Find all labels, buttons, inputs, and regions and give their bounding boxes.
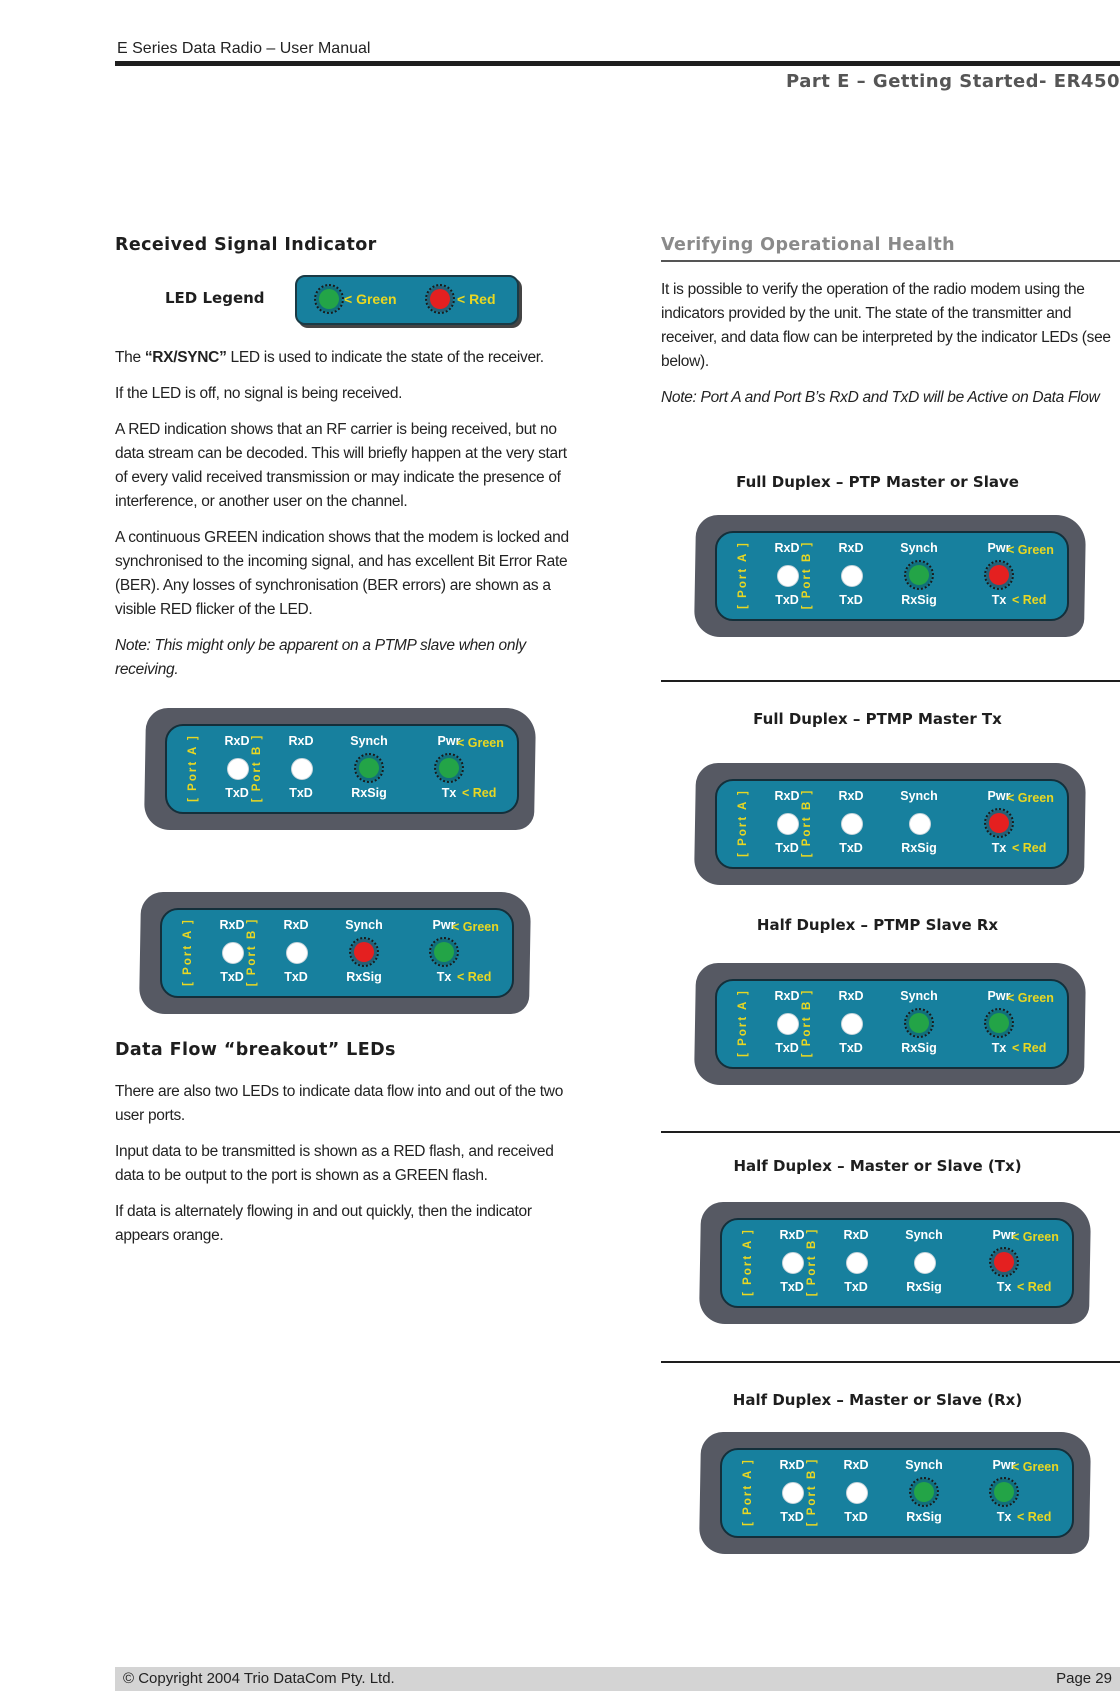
rx-sync-text-pre: The <box>115 349 145 366</box>
port-a-top-label: RxD <box>774 789 800 803</box>
green-legend: < Green <box>457 736 504 750</box>
led-legend-box <box>295 275 519 325</box>
synch-bottom-label: RxSig <box>906 1510 942 1524</box>
port-b-text: [ Port B ] <box>801 540 813 610</box>
port-a-top-label: RxD <box>774 541 800 555</box>
pwr-top-label: Pwr <box>437 734 461 748</box>
port-b-top-label: RxD <box>288 734 314 748</box>
led-panel-left-2 <box>140 892 530 1014</box>
divider-2 <box>661 1131 1120 1133</box>
synch-led-icon <box>354 942 374 962</box>
port-b-bottom-label: TxD <box>289 786 313 800</box>
port-a-text: [ Port A ] <box>737 541 749 609</box>
port-a-text: [ Port A ] <box>187 734 199 802</box>
panel-face <box>720 1448 1074 1538</box>
port-a-label <box>185 734 201 802</box>
port-b-text: [ Port B ] <box>251 733 263 803</box>
pwr-bottom-label: Tx <box>436 970 452 984</box>
paragraph-red-indication: A RED indication shows that an RF carrier is being received, but no data stream can be decoded. This will briefly happen at the very start of every valid received transmission or may indicate the presence of interference, or another user on the channel. <box>115 421 567 510</box>
port-a-bottom-label: TxD <box>775 593 799 607</box>
page-number: Page 29 <box>1056 1670 1112 1687</box>
pwr-top-label: Pwr <box>987 989 1011 1003</box>
port-a-led-icon <box>222 942 244 964</box>
divider-3 <box>661 1361 1120 1363</box>
rx-sync-term: “RX/SYNC” <box>144 349 227 366</box>
port-b-led-icon <box>846 1252 868 1274</box>
synch-led-icon <box>909 565 929 585</box>
port-a-label <box>735 989 751 1057</box>
port-b-text: [ Port B ] <box>806 1227 818 1297</box>
port-b-text: [ Port B ] <box>806 1457 818 1527</box>
synch-bottom-label: RxSig <box>901 841 937 855</box>
pwr-led-icon <box>989 565 1009 585</box>
synch-led-icon <box>914 1482 934 1502</box>
paragraph-green-indication: A continuous GREEN indication shows that the modem is locked and synchronised to the incoming signal, and has excellent Bit Error Rate (BER). Any losses of synchronisation (BER errors) are shown as a visible RED flicker of the LED. <box>115 529 569 618</box>
pwr-top-label: Pwr <box>432 918 456 932</box>
note-ptmp-slave: Note: This might only be apparent on a PTMP slave when only receiving. <box>115 637 526 678</box>
red-legend: < Red <box>1017 1510 1052 1524</box>
panel-face <box>720 1218 1074 1308</box>
caption-half-duplex-tx: Half Duplex – Master or Slave (Tx) <box>733 1157 1022 1175</box>
port-b-bottom-label: TxD <box>844 1280 868 1294</box>
red-legend: < Red <box>462 786 497 800</box>
pwr-led-icon <box>994 1482 1014 1502</box>
synch-bottom-label: RxSig <box>901 1041 937 1055</box>
pwr-top-label: Pwr <box>987 541 1011 555</box>
divider-1 <box>661 680 1120 682</box>
pwr-top-label: Pwr <box>992 1458 1016 1472</box>
pwr-top-label: Pwr <box>992 1228 1016 1242</box>
red-legend: < Red <box>1017 1280 1052 1294</box>
port-a-label <box>735 541 751 609</box>
section-title-received-signal: Received Signal Indicator <box>115 235 377 255</box>
port-b-bottom-label: TxD <box>839 593 863 607</box>
paragraph-rx-sync <box>115 346 580 370</box>
led-legend-label: LED Legend <box>165 289 265 307</box>
port-b-top-label: RxD <box>838 989 864 1003</box>
panel-face <box>715 979 1069 1069</box>
port-b-led-icon <box>286 942 308 964</box>
port-b-led-icon <box>841 565 863 587</box>
led-panel-right-2 <box>695 763 1085 885</box>
green-legend: < Green <box>1007 991 1054 1005</box>
synch-bottom-label: RxSig <box>346 970 382 984</box>
port-b-led-icon <box>846 1482 868 1504</box>
port-a-led-icon <box>777 813 799 835</box>
pwr-led-icon <box>989 813 1009 833</box>
led-panel-right-3 <box>695 963 1085 1085</box>
caption-full-duplex-ptp: Full Duplex – PTP Master or Slave <box>736 473 1019 491</box>
legend-red-label: < Red <box>457 291 496 307</box>
port-a-text: [ Port A ] <box>742 1228 754 1296</box>
port-a-bottom-label: TxD <box>775 841 799 855</box>
synch-top-label: Synch <box>345 918 383 932</box>
section-title-data-flow: Data Flow “breakout” LEDs <box>115 1040 396 1060</box>
pwr-bottom-label: Tx <box>991 1041 1007 1055</box>
port-a-top-label: RxD <box>779 1458 805 1472</box>
port-b-text: [ Port B ] <box>801 788 813 858</box>
caption-half-duplex-rx: Half Duplex – Master or Slave (Rx) <box>732 1391 1023 1409</box>
panel-face <box>165 724 519 814</box>
port-a-led-icon <box>782 1482 804 1504</box>
red-legend: < Red <box>1012 1041 1047 1055</box>
port-a-top-label: RxD <box>219 918 245 932</box>
synch-led-icon <box>909 813 931 835</box>
green-legend: < Green <box>1007 791 1054 805</box>
port-a-bottom-label: TxD <box>780 1510 804 1524</box>
port-b-text: [ Port B ] <box>246 917 258 987</box>
paragraph-verify: It is possible to verify the operation of the radio modem using the indicators provided by the unit. The state of the transmitter and receiver, and data flow can be interpreted by the indicator LEDs (see below). <box>661 281 1111 370</box>
port-b-bottom-label: TxD <box>839 1041 863 1055</box>
port-b-top-label: RxD <box>838 541 864 555</box>
synch-bottom-label: RxSig <box>906 1280 942 1294</box>
pwr-bottom-label: Tx <box>991 841 1007 855</box>
synch-led-icon <box>914 1252 936 1274</box>
page-footer <box>115 1667 1120 1691</box>
note-port-activity: Note: Port A and Port B’s RxD and TxD will be Active on Data Flow <box>661 389 1100 406</box>
synch-bottom-label: RxSig <box>351 786 387 800</box>
paragraph-orange: If data is alternately flowing in and out quickly, then the indicator appears orange. <box>115 1203 532 1244</box>
port-a-top-label: RxD <box>774 989 800 1003</box>
port-a-bottom-label: TxD <box>780 1280 804 1294</box>
rx-sync-text-post: LED is used to indicate the state of the receiver. <box>226 349 544 366</box>
synch-led-icon <box>359 758 379 778</box>
section-underline <box>661 260 1120 262</box>
copyright-text: © Copyright 2004 Trio DataCom Pty. Ltd. <box>123 1670 395 1687</box>
port-b-led-icon <box>841 1013 863 1035</box>
pwr-led-icon <box>439 758 459 778</box>
paragraph-no-signal: If the LED is off, no signal is being received. <box>115 385 403 402</box>
pwr-bottom-label: Tx <box>991 593 1007 607</box>
pwr-bottom-label: Tx <box>996 1280 1012 1294</box>
port-b-bottom-label: TxD <box>844 1510 868 1524</box>
port-a-led-icon <box>777 565 799 587</box>
caption-half-duplex-ptmp-slave: Half Duplex – PTMP Slave Rx <box>756 916 999 934</box>
red-legend: < Red <box>1012 841 1047 855</box>
pwr-top-label: Pwr <box>987 789 1011 803</box>
port-b-bottom-label: TxD <box>839 841 863 855</box>
pwr-led-icon <box>989 1013 1009 1033</box>
port-b-top-label: RxD <box>843 1458 869 1472</box>
port-a-text: [ Port A ] <box>737 789 749 857</box>
part-title: Part E – Getting Started- ER450 <box>785 71 1120 92</box>
port-a-label <box>740 1228 756 1296</box>
pwr-bottom-label: Tx <box>441 786 457 800</box>
led-panel-right-5 <box>700 1432 1090 1554</box>
port-a-label <box>180 918 196 986</box>
port-a-label <box>740 1458 756 1526</box>
port-a-led-icon <box>777 1013 799 1035</box>
port-a-bottom-label: TxD <box>775 1041 799 1055</box>
caption-full-duplex-ptmp: Full Duplex – PTMP Master Tx <box>753 710 1002 728</box>
port-b-led-icon <box>841 813 863 835</box>
led-panel-right-4 <box>700 1202 1090 1324</box>
synch-top-label: Synch <box>905 1458 943 1472</box>
synch-led-icon <box>909 1013 929 1033</box>
legend-green-led-icon <box>319 289 339 309</box>
port-a-top-label: RxD <box>779 1228 805 1242</box>
panel-face <box>715 779 1069 869</box>
port-b-top-label: RxD <box>843 1228 869 1242</box>
port-a-led-icon <box>782 1252 804 1274</box>
synch-top-label: Synch <box>350 734 388 748</box>
port-a-bottom-label: TxD <box>220 970 244 984</box>
port-b-top-label: RxD <box>283 918 309 932</box>
header-rule <box>115 61 1120 66</box>
red-legend: < Red <box>1012 593 1047 607</box>
document-title: E Series Data Radio – User Manual <box>117 40 371 57</box>
synch-top-label: Synch <box>905 1228 943 1242</box>
panel-face <box>160 908 514 998</box>
green-legend: < Green <box>452 920 499 934</box>
paragraph-flash-colors: Input data to be transmitted is shown as a RED flash, and received data to be output to the port is shown as a GREEN flash. <box>115 1143 554 1184</box>
panel-face <box>715 531 1069 621</box>
green-legend: < Green <box>1007 543 1054 557</box>
paragraph-data-flow-leds: There are also two LEDs to indicate data flow into and out of the two user ports. <box>115 1083 564 1124</box>
port-b-led-icon <box>291 758 313 780</box>
legend-green-label: < Green <box>344 291 397 307</box>
port-b-text: [ Port B ] <box>801 988 813 1058</box>
pwr-bottom-label: Tx <box>996 1510 1012 1524</box>
port-a-text: [ Port A ] <box>737 989 749 1057</box>
led-panel-right-1 <box>695 515 1085 637</box>
synch-top-label: Synch <box>900 789 938 803</box>
legend-red-led-icon <box>430 289 450 309</box>
port-a-text: [ Port A ] <box>742 1458 754 1526</box>
synch-bottom-label: RxSig <box>901 593 937 607</box>
port-a-led-icon <box>227 758 249 780</box>
port-a-top-label: RxD <box>224 734 250 748</box>
port-b-bottom-label: TxD <box>284 970 308 984</box>
green-legend: < Green <box>1012 1230 1059 1244</box>
pwr-led-icon <box>434 942 454 962</box>
led-panel-left-1 <box>145 708 535 830</box>
section-title-operational-health: Verifying Operational Health <box>661 235 955 255</box>
red-legend: < Red <box>457 970 492 984</box>
pwr-led-icon <box>994 1252 1014 1272</box>
port-a-text: [ Port A ] <box>182 918 194 986</box>
port-a-bottom-label: TxD <box>225 786 249 800</box>
green-legend: < Green <box>1012 1460 1059 1474</box>
synch-top-label: Synch <box>900 989 938 1003</box>
port-b-top-label: RxD <box>838 789 864 803</box>
port-a-label <box>735 789 751 857</box>
synch-top-label: Synch <box>900 541 938 555</box>
